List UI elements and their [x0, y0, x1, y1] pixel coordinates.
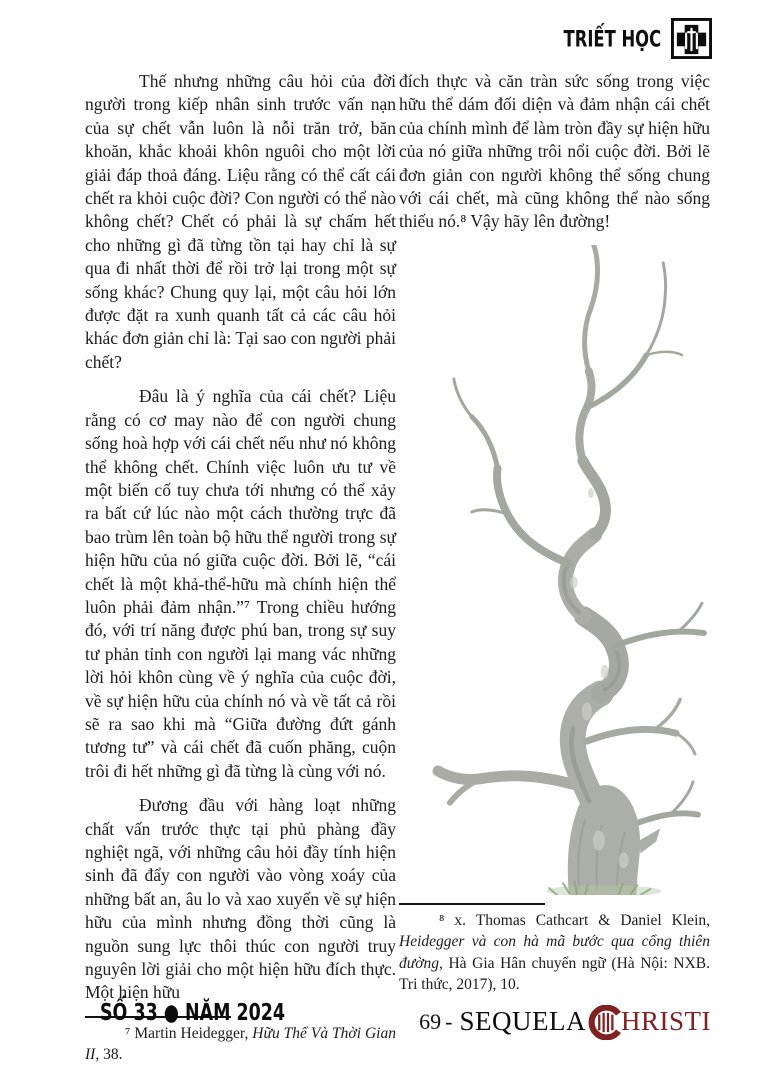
footnote-text: Martin Heidegger, — [130, 1024, 253, 1042]
page-number: 69 — [419, 1008, 442, 1034]
footnote-8 — [399, 910, 710, 996]
footnote-text: , Hà Gia Hân chuyển ngữ (Hà Nội: NXB. Tri thức, 2017), 10. — [399, 954, 710, 994]
footnote-marker: ⁸ — [439, 911, 445, 929]
issue-label: SỐ 33 ● NĂM 2024 — [100, 999, 286, 1026]
dead-tree-illustration — [419, 245, 709, 895]
cross-nails-emblem-icon — [671, 18, 712, 59]
book-title: Heidegger và con hà mã bước qua cổng thiên đường — [399, 933, 710, 972]
journal-name-christi: HRISTI — [621, 1006, 711, 1036]
footnote-block — [399, 903, 710, 996]
footnote-marker: ⁷ — [125, 1024, 131, 1042]
footnote-text: x. Thomas Cathcart & Daniel Klein, — [444, 911, 710, 929]
footnote-separator — [399, 903, 545, 905]
dead-tree-image — [419, 245, 709, 895]
footnote-7 — [85, 1023, 396, 1066]
paragraph: Thế nhưng những câu hỏi của đời người trong kiếp nhân sinh trước vấn nạn của sự chết vẫn luôn là nỗi trăn trở, băn khoăn, khắc khoải khôn nguôi cho một lời giải đáp thoả đáng. Liệu rằng có thể cất cái chết ra khỏi cuộc đời? Con người có thể nào không chết? Chết có phải là sự chấm hết cho những gì đã từng tồn tại hay chỉ là sự qua đi nhất thời để rồi trở lại trong một sự sống khác? Chung quy lại, một câu hỏi lớn được đặt ra xunh quanh tất cả các câu hỏi khác đơn giản chỉ là: Tại sao con người phải chết? — [85, 71, 396, 372]
paragraph: Đương đầu với hàng loạt những chất vấn trước thực tại phủ phàng đầy nghiệt ngã, với những câu hỏi đầy tính hiện sinh đã đẩy con người vào vòng xoáy của những bất an, âu lo và xao xuyến về sự hiện hữu của mình nhưng đồng thời cũng là nguồn sung lực thôi thúc con người truy nguyên lời giải cho một hiện hữu đích thực. Một hiện hữu — [85, 795, 396, 1003]
text-column-right — [399, 70, 710, 996]
footnote-text: , 38. — [95, 1046, 123, 1064]
text-column-left — [85, 70, 396, 1066]
page-header — [536, 18, 712, 59]
journal-name-sequela: SEQUELA — [459, 1006, 586, 1036]
section-label: TRIẾT HỌC — [563, 25, 661, 52]
journal-logo-c-icon — [587, 1005, 622, 1040]
paragraph: đích thực và căn tràn sức sống trong việc hữu thể dám đối diện và đảm nhận cái chết của chính mình để làm tròn đầy sự hiện hữu của nó giữa những trôi nổi cuộc đời. Bởi lẽ đơn giản con người không thể sống chung với cái chết, mà cũng không thể nào sống thiếu nó.⁸ Vậy hãy lên đường! — [399, 71, 710, 232]
book-title: Hữu Thể Và Thời Gian II — [85, 1024, 396, 1064]
paragraph: Đâu là ý nghĩa của cái chết? Liệu rằng có cơ may nào để con người chung sống hoà hợp với cái chết nếu như nó không thể không chết. Chính việc luôn ưu tư về một biến cố tuy chưa tới nhưng có thể xảy ra bất cứ lúc nào một cách thường trực đã bao trùm lên toàn bộ hữu thể người trong sự hiện hữu của nó giữa cuộc đời. Bởi lẽ, “cái chết là một khả-thể-hữu mà chính hiện thể luôn phải đảm nhận.”⁷ Trong chiều hướng đó, với trí năng được phú ban, trong sự suy tư phản tỉnh con người lại mang vác những lời hỏi khôn cùng về ý nghĩa của cuộc đời, về sự hiện hữu của chính nó và về tất cả rồi sẽ ra sao khi mà “Giữa đường đứt gánh tương tư” và cái chết đã cuốn phăng, cuộn trôi đi hết những gì đã từng là cùng với nó. — [85, 386, 396, 781]
page-footer-right — [419, 1003, 711, 1040]
page-number-separator: - — [445, 1008, 453, 1034]
